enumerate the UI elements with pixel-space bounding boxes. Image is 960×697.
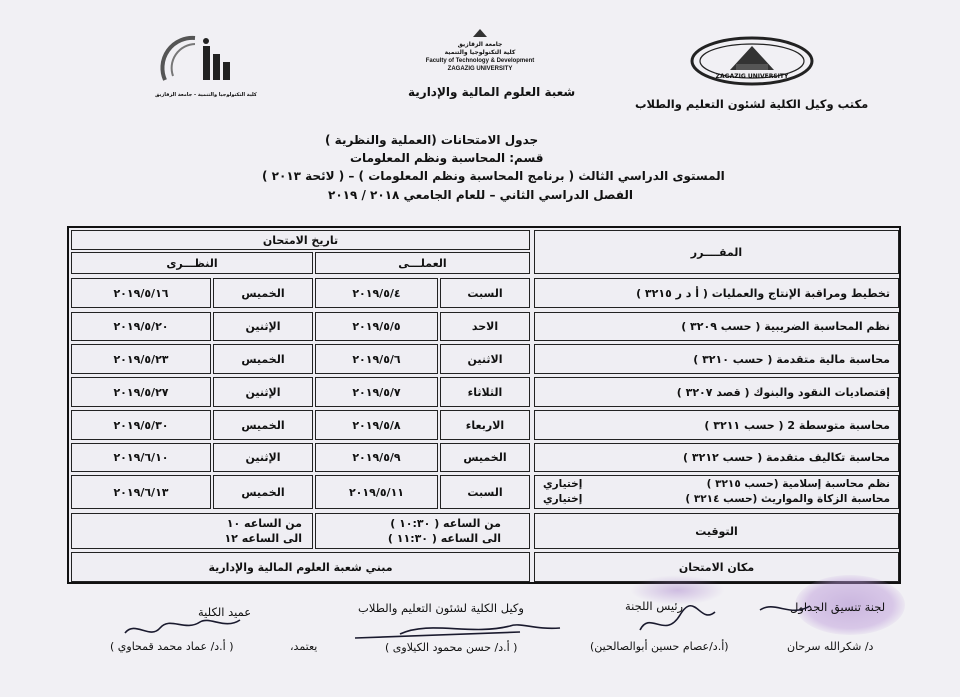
elective-1: نظم محاسبة إسلامية (حسب ٣٢١٥ ) — [706, 478, 890, 490]
row-theory-day: الإثنين — [213, 377, 313, 407]
row-theory-date: ٢٠١٩/٥/٣٠ — [71, 410, 211, 440]
office-title: مكتب وكيل الكلية لشئون التعليم والطلاب — [635, 97, 869, 111]
sig-col1-title: لجنة تنسيق الجداول — [790, 600, 886, 614]
title-line3: المستوى الدراسي الثالث ( برنامج المحاسبة ونظم المعلومات ) – ( لائحة ٢٠١٣ ) — [262, 169, 725, 183]
chair-signature — [640, 606, 715, 630]
theory-time-to: الى الساعه ١٢ — [224, 532, 302, 545]
committee-signature — [760, 606, 810, 610]
place-label: مكان الامتحان — [534, 552, 899, 582]
course-header: المقــــرر — [534, 230, 899, 274]
row-theory-day: الخميس — [213, 410, 313, 440]
logo-text: ZAGAZIG UNIVERSITY — [715, 73, 789, 80]
title-line2: قسم: المحاسبة ونظم المعلومات — [350, 151, 544, 165]
logo-caption: كلية التكنولوجيا والتنمية - جامعة الزقازيق — [155, 92, 257, 98]
elective-1-tag: إختياري — [543, 478, 583, 490]
faculty-name-ar: كلية التكنولوجيا والتنمية — [444, 49, 516, 56]
row-course: إقتصاديات النقود والبنوك ( قصد ٣٢٠٧ ) — [534, 377, 899, 407]
row-course: محاسبة مالية متقدمة ( حسب ٣٢١٠ ) — [534, 344, 899, 374]
row-theory-date: ٢٠١٩/٥/١٦ — [71, 278, 211, 308]
row-course: نظم المحاسبة الضريبية ( حسب ٣٢٠٩ ) — [534, 312, 899, 341]
row-theory-date: ٢٠١٩/٦/١٠ — [71, 443, 211, 472]
place-value: مبني شعبة العلوم المالية والإدارية — [71, 552, 530, 582]
division-title: شعبة العلوم المالية والإدارية — [408, 85, 576, 99]
practical-time-from: من الساعه ( ١٠:٣٠ ) — [390, 517, 501, 530]
date-header: تاريخ الامتحان — [71, 230, 530, 250]
row-practical-day: الثلاثاء — [440, 377, 530, 407]
row-theory-date: ٢٠١٩/٥/٢٧ — [71, 377, 211, 407]
faculty-name-en: Faculty of Technology & Development — [425, 58, 535, 64]
row-practical-date: ٢٠١٩/٥/٦ — [315, 344, 438, 374]
row-practical-date: ٢٠١٩/٥/١١ — [315, 475, 438, 509]
row-practical-day: الاربعاء — [440, 410, 530, 440]
practical-time-to: الى الساعه ( ١١:٣٠ ) — [387, 532, 501, 545]
row-theory-date: ٢٠١٩/٥/٢٠ — [71, 312, 211, 341]
sig-col3-title: وكيل الكلية لشئون التعليم والطلاب — [358, 601, 524, 615]
uni-name-en: ZAGAZIG UNIVERSITY — [447, 66, 513, 72]
row-theory-day: الخميس — [213, 475, 313, 509]
uni-name-ar: جامعة الزقازيق — [457, 41, 503, 48]
row-practical-day: السبت — [440, 278, 530, 308]
sig-col3-name: ( أ.د/ حسن محمود الكيلاوى ) — [385, 641, 518, 654]
row-practical-day: السبت — [440, 475, 530, 509]
row-theory-day: الإثنين — [213, 443, 313, 472]
theory-time-from: من الساعه ١٠ — [226, 517, 302, 530]
row-practical-date: ٢٠١٩/٥/٤ — [315, 278, 438, 308]
row-practical-day: الاحد — [440, 312, 530, 341]
row-practical-date: ٢٠١٩/٥/٩ — [315, 443, 438, 472]
sig-col2-name: (أ.د/عصام حسين أبوالصالحين) — [590, 640, 729, 653]
dean-signature — [125, 620, 240, 633]
sig-col1-name: د/ شكرالله سرحان — [787, 640, 874, 653]
sig-col4-title: عميد الكلية — [198, 605, 252, 619]
title-line4: الفصل الدراسي الثاني – للعام الجامعي ٢٠١٨ / ٢٠١٩ — [328, 188, 633, 202]
practical-header: العملـــى — [315, 252, 530, 274]
row-theory-day: الخميس — [213, 344, 313, 374]
row-practical-day: الخميس — [440, 443, 530, 472]
theory-header: النظـــرى — [71, 252, 313, 274]
row-practical-day: الاثنين — [440, 344, 530, 374]
row-course: محاسبة تكاليف متقدمة ( حسب ٣٢١٢ ) — [534, 443, 899, 472]
elective-2: محاسبة الزكاة والمواريث (حسب ٣٢١٤ ) — [685, 493, 890, 505]
row-course: تخطيط ومراقبة الإنتاج والعمليات ( أ د ر ٣٢١٥ ) — [534, 278, 899, 308]
row-theory-day: الخميس — [213, 278, 313, 308]
row-practical-date: ٢٠١٩/٥/٨ — [315, 410, 438, 440]
timing-label: التوقيت — [534, 513, 899, 549]
sig-col4-name: ( أ.د/ عماد محمد قمحاوي ) — [110, 640, 234, 653]
row-theory-day: الإثنين — [213, 312, 313, 341]
row-theory-date: ٢٠١٩/٦/١٣ — [71, 475, 211, 509]
title-line1: جدول الامتحانات (العملية والنظرية ) — [325, 133, 539, 147]
sig-col2-title: رئيس اللجنة — [625, 599, 684, 613]
row-practical-date: ٢٠١٩/٥/٥ — [315, 312, 438, 341]
row-practical-date: ٢٠١٩/٥/٧ — [315, 377, 438, 407]
row-course: محاسبة متوسطة 2 ( حسب ٣٢١١ ) — [534, 410, 899, 440]
vice-dean-signature-line — [355, 632, 520, 638]
vice-dean-signature — [400, 625, 560, 634]
elective-2-tag: إختياري — [543, 493, 583, 505]
sig-approve: يعتمد، — [290, 640, 318, 653]
row-theory-date: ٢٠١٩/٥/٢٣ — [71, 344, 211, 374]
